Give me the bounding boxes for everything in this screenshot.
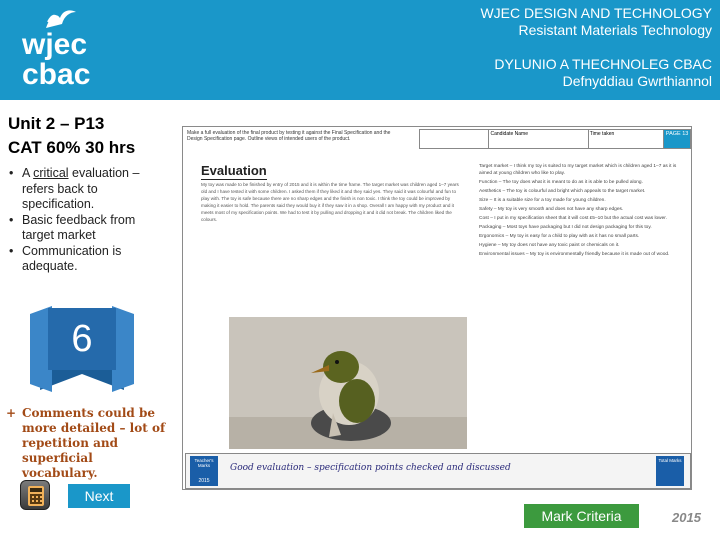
spec-point: Packaging – Most toys have packaging but I did not design packaging for this toy. [479,225,652,230]
score-value: 6 [71,318,93,360]
spec-point: Hygiene – My toy does not have any toxic paint or chemicals on it. [479,243,620,248]
next-button[interactable]: Next [68,484,130,508]
specification-review [479,163,685,260]
plus-sign: + [6,406,17,420]
logo-text-wjec: wjec [22,28,88,61]
teacher-marks-label: Teacher's Marks [194,458,214,468]
product-photo [229,317,467,449]
header-cell-candidate: Candidate Name [489,130,588,148]
spec-point: Size – It is a suitable size for a toy made for young children. [479,198,606,203]
examiner-comment [6,406,166,481]
bullet-basic-feedback: • Basic feedback from target market [8,213,168,244]
score-badge [26,300,138,400]
evaluation-paragraph: My toy was made to be finished by entry of 2015 and it is within the time frame. The target market was children aged 1–7 years old and I have tested it with some children. I asked them if they liked it and they said yes. They said it was colourful and fun to play with. The toy is safe because there are no sharp edges and the finish is non toxic. I think the toy could be improved by making it easier to hold. The parents said they would buy it if they saw it in a shop. Overall I am happy with my product and it meets most of my specification points. We had to test it by pulling and dropping it and it did not break. The children liked the colours. [201,182,459,222]
calculator-icon[interactable] [20,480,50,510]
year-label: 2015 [672,510,701,525]
bullet-critical-evaluation: • A critical evaluation – refers back to specification. [8,166,168,213]
subject-subtitle-cy: Defnyddiau Gwrthiannol [562,73,712,89]
cat-line: CAT 60% 30 hrs [8,138,136,157]
total-marks-box: Total Marks [656,456,684,486]
spec-point: Aesthetics – The toy is colourful and bright which appeals to the target market. [479,189,646,194]
evaluation-document [182,126,692,490]
spec-point: Environmental issues – My toy is environmentally friendly because it is made out of wood. [479,252,670,257]
header-title-welsh [494,56,712,90]
spec-point: Safety – My toy is very smooth and does not have any sharp edges. [479,207,624,212]
spec-point: Ergonomics – My toy is easy for a child to play with as it has no small parts. [479,234,640,239]
logo-text-cbac: cbac [22,58,91,91]
header-cell-page: PAGE 13 [664,130,690,148]
mark-criteria-button[interactable]: Mark Criteria [524,504,639,528]
document-header-table [419,129,691,149]
spec-point: Target market – I think my toy is suited to my target market which is children aged 1–7 as it is aimed at young children who like to play. [479,164,677,176]
header-cell-time: Time taken [589,130,664,148]
header-cell-logo [420,130,489,148]
feedback-bullets [8,166,168,275]
task-instruction: Make a full evaluation of the final product by testing it against the Final Specification and the Design Specification page. Outline views of intended users of the product. [187,130,391,142]
marks-footer [185,453,691,489]
spec-point: Cost – I put in my specification sheet that it will cost £5–10 but the actual cost was lower. [479,216,667,221]
evaluation-heading: Evaluation [201,163,267,178]
handwritten-comment: Good evaluation – specification points checked and discussed [230,463,511,473]
spec-point: Function – The toy does what it is meant to do as it is able to be pulled along. [479,180,643,185]
unit-line: Unit 2 – P13 [8,114,105,133]
header-banner [0,0,720,100]
wjec-logo [20,8,90,94]
footer-year: 2015 [198,478,210,484]
critical-word: critical [33,166,69,180]
subject-title-en: WJEC DESIGN AND TECHNOLOGY [480,5,712,21]
teacher-marks-box [190,456,218,486]
subject-title-cy: DYLUNIO A THECHNOLEG CBAC [494,56,712,72]
unit-title [8,112,135,160]
logo-swirl-icon [44,8,78,30]
subject-subtitle-en: Resistant Materials Technology [518,22,712,38]
comment-text: Comments could be more detailed – lot of repetition and superficial vocabulary. [22,406,166,480]
bullet-communication: • Communication is adequate. [8,244,168,275]
header-title-english [480,5,712,39]
toy-bird-image [229,317,467,449]
